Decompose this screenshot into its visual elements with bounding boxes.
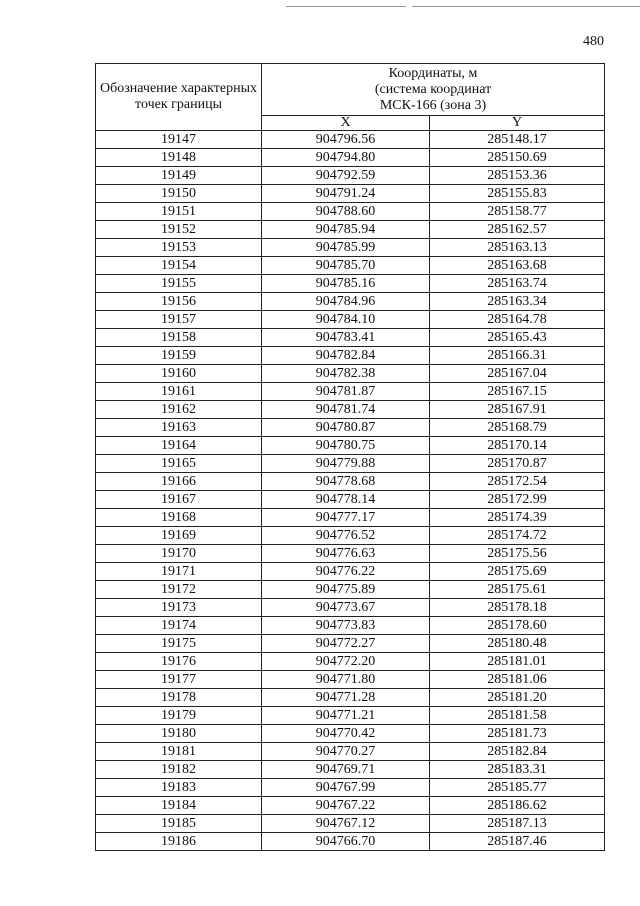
cell-x: 904777.17 <box>262 509 430 527</box>
top-rule-segment-a <box>286 6 406 7</box>
cell-point-id: 19185 <box>96 815 262 833</box>
table-body <box>96 131 605 851</box>
cell-y: 285174.39 <box>430 509 605 527</box>
cell-y: 285153.36 <box>430 167 605 185</box>
cell-x: 904794.80 <box>262 149 430 167</box>
cell-x: 904776.22 <box>262 563 430 581</box>
table-row <box>96 617 605 635</box>
cell-point-id: 19175 <box>96 635 262 653</box>
cell-x: 904773.83 <box>262 617 430 635</box>
cell-y: 285166.31 <box>430 347 605 365</box>
cell-x: 904792.59 <box>262 167 430 185</box>
table-row <box>96 743 605 761</box>
cell-point-id: 19152 <box>96 221 262 239</box>
cell-point-id: 19151 <box>96 203 262 221</box>
cell-y: 285172.99 <box>430 491 605 509</box>
cell-point-id: 19179 <box>96 707 262 725</box>
table-row <box>96 653 605 671</box>
cell-point-id: 19147 <box>96 131 262 149</box>
cell-x: 904784.96 <box>262 293 430 311</box>
cell-y: 285181.58 <box>430 707 605 725</box>
cell-x: 904767.12 <box>262 815 430 833</box>
cell-y: 285165.43 <box>430 329 605 347</box>
cell-x: 904785.99 <box>262 239 430 257</box>
cell-y: 285170.14 <box>430 437 605 455</box>
table-row <box>96 311 605 329</box>
cell-y: 285175.61 <box>430 581 605 599</box>
table-row <box>96 167 605 185</box>
table-row <box>96 725 605 743</box>
cell-x: 904771.80 <box>262 671 430 689</box>
cell-y: 285181.20 <box>430 689 605 707</box>
table-row <box>96 401 605 419</box>
cell-point-id: 19157 <box>96 311 262 329</box>
cell-y: 285158.77 <box>430 203 605 221</box>
header-x: X <box>262 116 430 131</box>
cell-point-id: 19158 <box>96 329 262 347</box>
cell-x: 904785.16 <box>262 275 430 293</box>
table-row <box>96 635 605 653</box>
cell-x: 904769.71 <box>262 761 430 779</box>
cell-x: 904781.87 <box>262 383 430 401</box>
cell-point-id: 19155 <box>96 275 262 293</box>
table-row <box>96 563 605 581</box>
cell-point-id: 19172 <box>96 581 262 599</box>
cell-point-id: 19170 <box>96 545 262 563</box>
cell-y: 285187.13 <box>430 815 605 833</box>
cell-point-id: 19163 <box>96 419 262 437</box>
header-coordinates-line3: МСК-166 (зона 3) <box>379 97 487 113</box>
cell-x: 904776.52 <box>262 527 430 545</box>
table-row <box>96 779 605 797</box>
cell-x: 904796.56 <box>262 131 430 149</box>
cell-x: 904770.27 <box>262 743 430 761</box>
cell-point-id: 19174 <box>96 617 262 635</box>
cell-y: 285181.06 <box>430 671 605 689</box>
cell-point-id: 19183 <box>96 779 262 797</box>
cell-point-id: 19186 <box>96 833 262 851</box>
cell-point-id: 19173 <box>96 599 262 617</box>
table-row <box>96 149 605 167</box>
cell-point-id: 19168 <box>96 509 262 527</box>
cell-x: 904771.21 <box>262 707 430 725</box>
cell-y: 285174.72 <box>430 527 605 545</box>
table-row <box>96 329 605 347</box>
cell-y: 285185.77 <box>430 779 605 797</box>
cell-x: 904770.42 <box>262 725 430 743</box>
table-row <box>96 131 605 149</box>
cell-y: 285170.87 <box>430 455 605 473</box>
cell-point-id: 19161 <box>96 383 262 401</box>
cell-point-id: 19164 <box>96 437 262 455</box>
table-row <box>96 815 605 833</box>
table-row <box>96 545 605 563</box>
cell-x: 904785.94 <box>262 221 430 239</box>
cell-point-id: 19162 <box>96 401 262 419</box>
header-point-designation: Обозначение характерных точек границы <box>96 64 262 131</box>
cell-x: 904780.75 <box>262 437 430 455</box>
cell-point-id: 19167 <box>96 491 262 509</box>
table-row <box>96 761 605 779</box>
cell-point-id: 19156 <box>96 293 262 311</box>
cell-y: 285162.57 <box>430 221 605 239</box>
cell-point-id: 19184 <box>96 797 262 815</box>
cell-x: 904782.84 <box>262 347 430 365</box>
header-y: Y <box>430 116 605 131</box>
cell-point-id: 19178 <box>96 689 262 707</box>
cell-x: 904772.27 <box>262 635 430 653</box>
table-row <box>96 221 605 239</box>
header-coordinates-line2: (система координат <box>374 81 492 97</box>
cell-point-id: 19180 <box>96 725 262 743</box>
cell-x: 904779.88 <box>262 455 430 473</box>
header-coordinates-line1: Координаты, м <box>388 65 478 81</box>
table-row <box>96 275 605 293</box>
cell-y: 285163.68 <box>430 257 605 275</box>
cell-y: 285163.74 <box>430 275 605 293</box>
cell-x: 904776.63 <box>262 545 430 563</box>
cell-x: 904785.70 <box>262 257 430 275</box>
cell-point-id: 19171 <box>96 563 262 581</box>
top-rule-segment-b <box>412 6 640 7</box>
cell-point-id: 19159 <box>96 347 262 365</box>
header-coordinates <box>262 64 605 116</box>
table-row <box>96 833 605 851</box>
table-row <box>96 509 605 527</box>
cell-y: 285155.83 <box>430 185 605 203</box>
cell-point-id: 19182 <box>96 761 262 779</box>
cell-x: 904767.99 <box>262 779 430 797</box>
cell-point-id: 19166 <box>96 473 262 491</box>
cell-point-id: 19149 <box>96 167 262 185</box>
cell-y: 285181.01 <box>430 653 605 671</box>
table-row <box>96 581 605 599</box>
cell-x: 904771.28 <box>262 689 430 707</box>
cell-point-id: 19150 <box>96 185 262 203</box>
cell-x: 904778.68 <box>262 473 430 491</box>
cell-y: 285175.69 <box>430 563 605 581</box>
cell-y: 285178.18 <box>430 599 605 617</box>
cell-y: 285150.69 <box>430 149 605 167</box>
cell-x: 904766.70 <box>262 833 430 851</box>
table-row <box>96 797 605 815</box>
cell-x: 904767.22 <box>262 797 430 815</box>
cell-point-id: 19153 <box>96 239 262 257</box>
cell-y: 285182.84 <box>430 743 605 761</box>
cell-y: 285148.17 <box>430 131 605 149</box>
cell-point-id: 19169 <box>96 527 262 545</box>
cell-x: 904778.14 <box>262 491 430 509</box>
cell-point-id: 19181 <box>96 743 262 761</box>
cell-y: 285178.60 <box>430 617 605 635</box>
cell-x: 904772.20 <box>262 653 430 671</box>
cell-x: 904773.67 <box>262 599 430 617</box>
cell-y: 285167.91 <box>430 401 605 419</box>
coordinates-table <box>95 63 605 851</box>
cell-y: 285186.62 <box>430 797 605 815</box>
table-row <box>96 599 605 617</box>
cell-x: 904788.60 <box>262 203 430 221</box>
cell-x: 904782.38 <box>262 365 430 383</box>
cell-point-id: 19165 <box>96 455 262 473</box>
cell-x: 904780.87 <box>262 419 430 437</box>
table-row <box>96 473 605 491</box>
cell-x: 904783.41 <box>262 329 430 347</box>
table-row <box>96 491 605 509</box>
page-number: 480 <box>583 34 604 49</box>
table-row <box>96 455 605 473</box>
cell-y: 285168.79 <box>430 419 605 437</box>
table-row <box>96 347 605 365</box>
cell-x: 904781.74 <box>262 401 430 419</box>
cell-x: 904791.24 <box>262 185 430 203</box>
table-row <box>96 419 605 437</box>
table-row <box>96 671 605 689</box>
cell-point-id: 19154 <box>96 257 262 275</box>
cell-x: 904775.89 <box>262 581 430 599</box>
cell-y: 285175.56 <box>430 545 605 563</box>
cell-x: 904784.10 <box>262 311 430 329</box>
table-row <box>96 437 605 455</box>
cell-point-id: 19177 <box>96 671 262 689</box>
table-row <box>96 239 605 257</box>
cell-point-id: 19148 <box>96 149 262 167</box>
table-row <box>96 383 605 401</box>
cell-y: 285167.15 <box>430 383 605 401</box>
table-row <box>96 203 605 221</box>
table-row <box>96 527 605 545</box>
table-row <box>96 365 605 383</box>
table-row <box>96 185 605 203</box>
cell-y: 285183.31 <box>430 761 605 779</box>
cell-point-id: 19160 <box>96 365 262 383</box>
cell-y: 285163.34 <box>430 293 605 311</box>
table-row <box>96 257 605 275</box>
cell-y: 285167.04 <box>430 365 605 383</box>
table-row <box>96 293 605 311</box>
cell-y: 285164.78 <box>430 311 605 329</box>
cell-point-id: 19176 <box>96 653 262 671</box>
table-row <box>96 707 605 725</box>
cell-y: 285172.54 <box>430 473 605 491</box>
cell-y: 285163.13 <box>430 239 605 257</box>
cell-y: 285187.46 <box>430 833 605 851</box>
cell-y: 285181.73 <box>430 725 605 743</box>
cell-y: 285180.48 <box>430 635 605 653</box>
table-row <box>96 689 605 707</box>
